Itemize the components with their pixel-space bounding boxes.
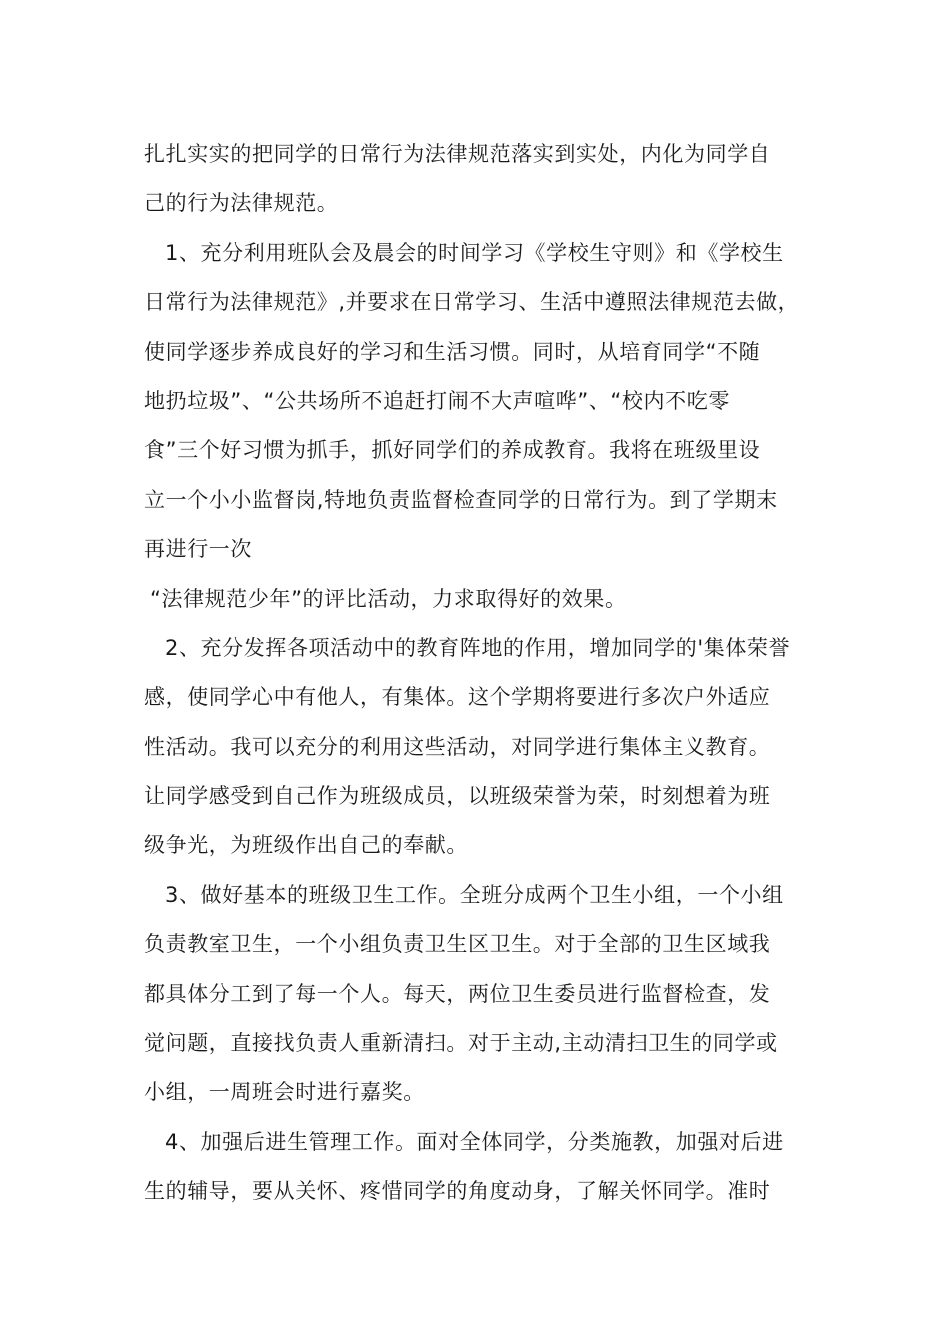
document-body xyxy=(144,130,806,1217)
text-line: 感，使同学心中有他人，有集体。这个学期将要进行多次户外适应 xyxy=(144,685,771,710)
text-line: 再进行一次 xyxy=(144,537,252,562)
text-line: 立一个小小监督岗,特地负责监督检查同学的日常行为。到了学期末 xyxy=(144,487,778,512)
text-line: 小组，一周班会时进行嘉奖。 xyxy=(144,1080,425,1105)
text-line: 扎扎实实的把同学的日常行为法律规范落实到实处，内化为同学自 xyxy=(144,142,771,166)
text-line: 觉问题，直接找负责人重新清扫。对于主动,主动清扫卫生的同学或 xyxy=(144,1031,778,1056)
text-line: 级争光，为班级作出自己的奉献。 xyxy=(144,833,468,858)
text-line: 4、加强后进生管理工作。面对全体同学，分类施教，加强对后进 xyxy=(165,1129,784,1154)
text-line: 使同学逐步养成良好的学习和生活习惯。同时，从培育同学“不随 xyxy=(144,339,761,364)
text-line: 食”三个好习惯为抓手，抓好同学们的养成教育。我将在班级里设 xyxy=(144,438,761,463)
text-line: 地扔垃圾”、“公共场所不追赶打闹不大声喧哗”、“校内不吃零 xyxy=(144,388,730,413)
text-line: 生的辅导，要从关怀、疼惜同学的角度动身，了解关怀同学。准时 xyxy=(144,1179,771,1204)
text-line: 都具体分工到了每一个人。每天，两位卫生委员进行监督检查，发 xyxy=(144,981,771,1006)
text-line: “法律规范少年”的评比活动，力求取得好的效果。 xyxy=(150,586,627,611)
text-line: 性活动。我可以充分的利用这些活动，对同学进行集体主义教育。 xyxy=(144,734,771,759)
text-line: 让同学感受到自己作为班级成员，以班级荣誉为荣，时刻想着为班 xyxy=(144,784,771,809)
text-line: 负责教室卫生，一个小组负责卫生区卫生。对于全部的卫生区域我 xyxy=(144,932,771,957)
text-line: 日常行为法律规范》,并要求在日常学习、生活中遵照法律规范去做， xyxy=(144,290,800,315)
text-line: 1、充分利用班队会及晨会的时间学习《学校生守则》和《学校生 xyxy=(165,240,784,265)
text-line: 3、做好基本的班级卫生工作。全班分成两个卫生小组，一个小组 xyxy=(165,882,784,907)
text-line: 己的行为法律规范。 xyxy=(144,191,339,216)
text-line: 2、充分发挥各项活动中的教育阵地的作用，增加同学的'集体荣誉 xyxy=(165,635,791,660)
